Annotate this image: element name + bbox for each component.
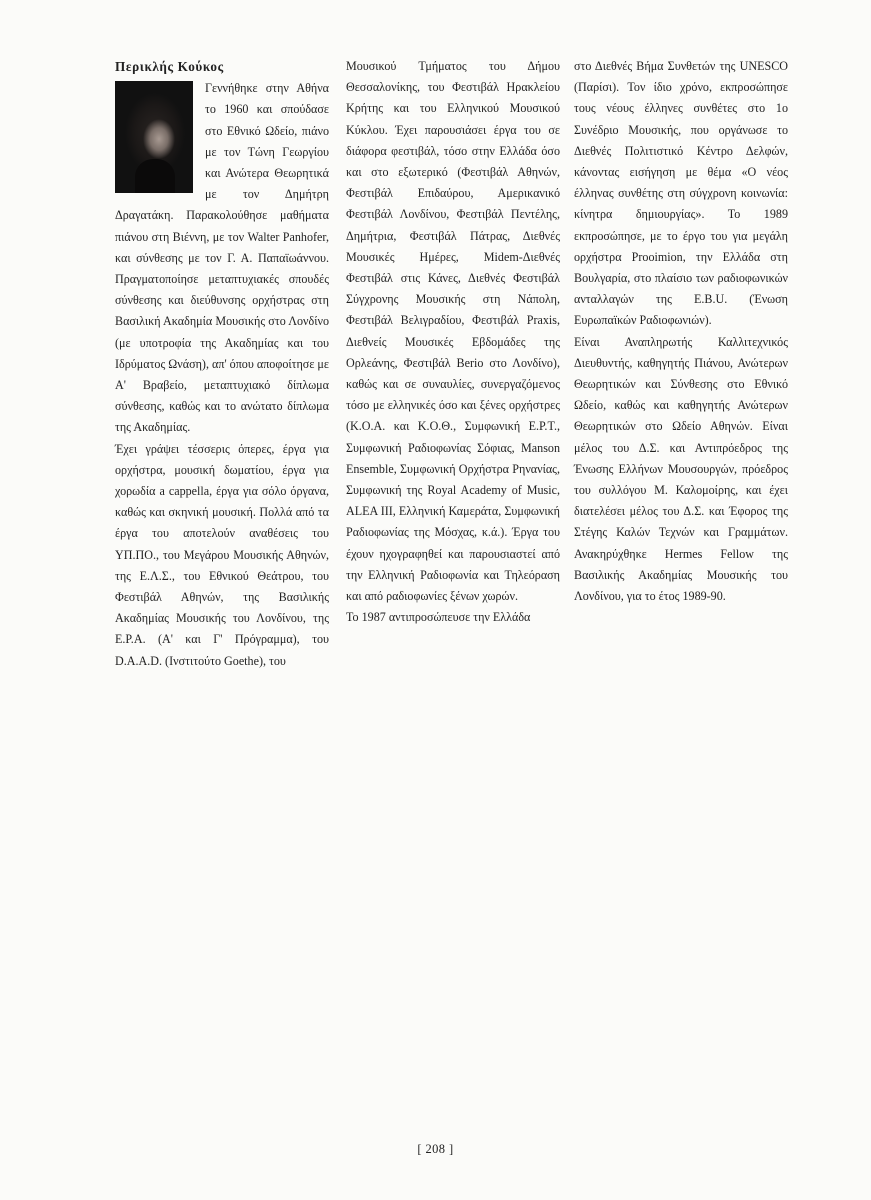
text-column-3 bbox=[574, 56, 788, 607]
portrait-photo bbox=[115, 81, 193, 193]
text-column-1 bbox=[115, 56, 329, 672]
paragraph-1987: Το 1987 αντιπροσώπευσε την Ελλάδα bbox=[346, 610, 531, 625]
text-column-2 bbox=[346, 56, 560, 628]
paragraph-positions: Είναι Αναπληρωτής Καλλιτεχνικός Διευθυντής, καθηγητής Πιάνου, Ανώτερων Θεωρητικών και Σύνθεσης στο Εθνικό Ωδείο, καθώς και καθηγητής Ανώτερων Θεωρητικών στο Ωδείο Αθηνών. Είναι μέλος του Δ.Σ. και Αντιπρόεδρος της Ένωσης Ελλήνων Μουσουργών, πρόεδρος του συλλόγου Μ. Καλομοίρης, και έχει διατελέσει μέλος του Δ.Σ. και Έφορος της Στέγης Καλών Τεχνών και Γραμμάτων. Ανακηρύχθηκε Hermes Fellow της Βασιλικής Ακαδημίας Μουσικής του Λονδίνου, για το έτος 1989-90. bbox=[574, 334, 788, 604]
paragraph-biography: Γεννήθηκε στην Αθήνα το 1960 και σπούδασε στο Εθνικό Ωδείο, πιάνο με τον Τώνη Γεωργίου και Ανώτερα Θεωρητικά με τον Δημήτρη Δραγατάκη. Παρακολούθησε μαθήματα πιάνου στη Βιέννη, με τον Walter Panhofer, και σύνθεσης με τον Γ. Α. Παπαϊωάννου. Πραγματοποίησε μεταπτυχιακές σπουδές σύνθεσης και διεύθυνσης ορχήστρας στη Βασιλική Ακαδημία Μουσικής στο Λονδίνο (με υποτροφία της Ακαδημίας και του Ιδρύματος Ωνάση), απ' όπου αποφοίτησε με Α' Βραβείο, μεταπτυχιακό δίπλωμα σύνθεσης, καθώς και το ανώτατο δίπλωμα της Ακαδημίας. bbox=[115, 81, 329, 435]
page-number: [ 208 ] bbox=[417, 1142, 454, 1156]
article-title: Περικλής Κούκος bbox=[115, 59, 224, 74]
paragraph-works: Έχει γράψει τέσσερις όπερες, έργα για ορχήστρα, μουσική δωματίου, έργα για χορωδία a cappella, έργα για σόλο όργανα, καθώς και σκηνική μουσική. Πολλά από τα έργα του αποτελούν αναθέσεις του ΥΠ.ΠΟ., του Μεγάρου Μουσικής Αθηνών, της Ε.Λ.Σ., του Εθνικού Θεάτρου, του Φεστιβάλ Αθηνών, της Βασιλικής Ακαδημίας Μουσικής του Λονδίνου, της Ε.Ρ.Α. (Α' και Γ' Πρόγραμμα), του D.A.A.D. (Ινστιτούτο Goethe), του bbox=[115, 441, 329, 668]
paragraph-works-continued: Μουσικού Τμήματος του Δήμου Θεσσαλονίκης, του Φεστιβάλ Ηρακλείου Κρήτης και του Ελληνικού Μουσικού Κύκλου. Έχει παρουσιάσει έργα του σε διάφορα φεστιβάλ, τόσο στην Ελλάδα όσο και στο εξωτερικό (Φεστιβάλ Αθηνών, Φεστιβάλ Επιδαύρου, Αμερικανικό Φεστιβάλ Λονδίνου, Φεστιβάλ Πεντέλης, Δημήτρια, Φεστιβάλ Πάτρας, Διεθνές Μουσικές Ημέρες, Midem-Διεθνές Φεστιβάλ στις Κάνες, Διεθνές Φεστιβάλ Σύγχρονης Μουσικής στη Νάπολη, Φεστιβάλ Βελιγραδίου, Φεστιβάλ Praxis, Διεθνείς Μουσικές Εβδομάδες της Ορλεάνης, Φεστιβάλ Berio στο Λονδίνο), καθώς και σε συναυλίες, συνεργαζόμενος τόσο με ελληνικές όσο και ξένες ορχήστρες (Κ.Ο.Α. και Κ.Ο.Θ., Συμφωνική Ε.Ρ.Τ., Συμφωνική Ραδιοφωνίας Σόφιας, Manson Ensemble, Συμφωνική Ορχήστρα Ρηνανίας, Συμφωνική της Royal Academy of Music, ALEA III, Ελληνική Καμεράτα, Συμφωνική Ραδιοφωνίας της Μόσχας, κ.ά.). Έργα του έχουν ηχογραφηθεί και παρουσιαστεί από την Ελληνική Ραδιοφωνία και Τηλεόραση και από ραδιοφωνίες ξένων χωρών. bbox=[346, 59, 560, 604]
paragraph-1987-continued: στο Διεθνές Βήμα Συνθετών της UNESCO (Παρίσι). Τον ίδιο χρόνο, εκπροσώπησε τους νέους έλληνες συνθέτες στο 1ο Συνέδριο Μουσικής, που οργάνωσε το Διεθνές Πολιτιστικό Κέντρο Δελφών, κάνοντας εισήγηση με θέμα «Ο νέος έλληνας συνθέτης στη σύγχρονη κοινωνία: κίνητρα δημιουργίας». Το 1989 εκπροσώπησε, με το έργο του για μεγάλη ορχήστρα Prooimion, την Ελλάδα στη Βουλγαρία, στο πλαίσιο των ραδιοφωνικών ανταλλαγών της E.B.U. (Ένωση Ευρωπαϊκών Ραδιοφωνιών). bbox=[574, 59, 788, 328]
